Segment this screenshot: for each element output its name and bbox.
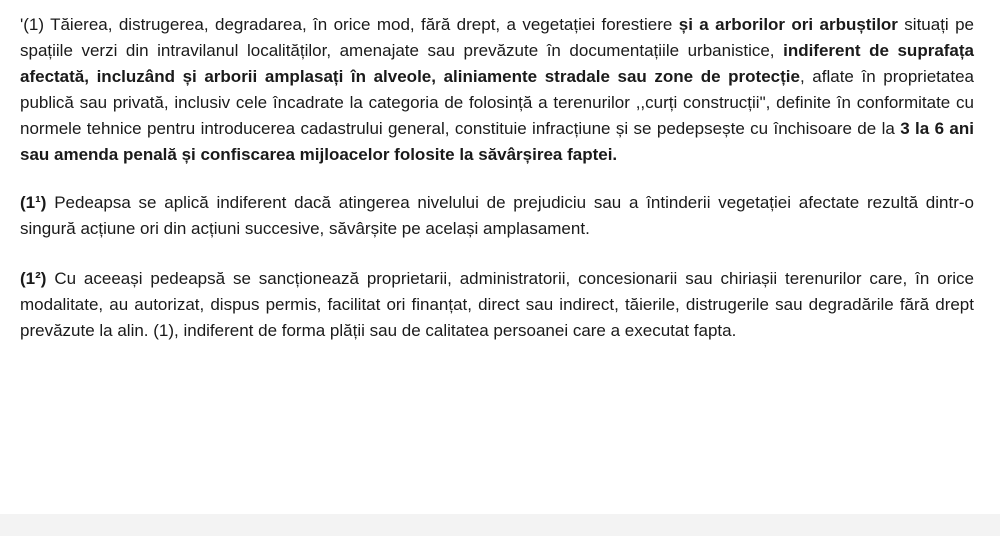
text-segment: situați pe spațiile verzi din intravilanul localităților, amenajate sau prevăzute în documentațiile urbanistice, <box>20 15 974 60</box>
text-segment: '(1) Tăierea, distrugerea, degradarea, în orice mod, fără drept, a vegetației forestiere <box>20 15 679 34</box>
text-segment: Pedeapsa se aplică indiferent dacă atingerea nivelului de prejudiciu sau a întinderii vegetației afectate rezultă dintr-o singură acțiune ori din acțiuni succesive, săvârșite pe același amplasament. <box>20 193 974 238</box>
paragraph-alin-1-1 <box>20 190 974 242</box>
paragraph-number: (1¹) <box>20 193 47 212</box>
text-segment-bold: 3 la 6 ani sau amenda penală și confiscarea mijloacelor folosite la săvârșirea faptei. <box>20 119 974 164</box>
text-segment: , aflate în proprietatea publică sau privată, inclusiv cele încadrate la categoria de folosință a terenurilor ,,curți construcții", definite în conformitate cu normele tehnice pentru introducerea cadastrului general, constituie infracțiune și se pedepsește cu închisoare de la <box>20 67 974 138</box>
text-segment-bold: și a arborilor ori arbuștilor <box>678 15 898 34</box>
paragraph-alin-1-2 <box>20 266 974 344</box>
page-footer-band <box>0 514 1000 536</box>
text-segment-bold: indiferent de suprafața afectată, incluzând și arborii amplasați în alveole, aliniamente stradale sau zone de protecție <box>20 41 975 86</box>
paragraph-number: (1²) <box>20 269 47 288</box>
text-segment: Cu aceeași pedeapsă se sancționează proprietarii, administratorii, concesionarii sau chiriașii terenurilor care, în orice modalitate, au autorizat, dispus permis, facilitat ori finanțat, direct sau indirect, tăierile, distrugerile sau degradările fără drept prevăzute la alin. (1), indiferent de forma plății sau de calitatea persoanei care a executat fapta. <box>20 269 974 340</box>
paragraph-alin-1 <box>20 12 974 168</box>
